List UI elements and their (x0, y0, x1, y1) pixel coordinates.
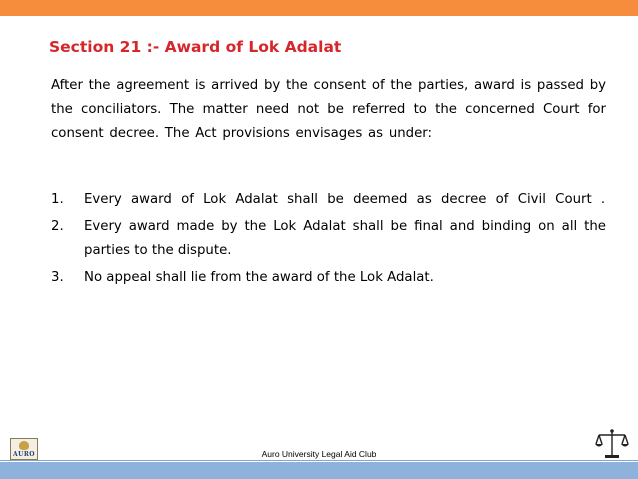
list-item-text: No appeal shall lie from the award of the Lok Adalat. (84, 270, 434, 285)
top-accent-bar (0, 0, 638, 16)
list-item (51, 188, 606, 212)
footer-bar (0, 462, 638, 479)
list-item-text: Every award of Lok Adalat shall be deemed as decree of Civil Court . (84, 192, 606, 207)
list-item-text: Every award made by the Lok Adalat shall be final and binding on all the parties to the dispute. (84, 219, 606, 258)
scales-of-justice-icon (594, 428, 630, 460)
provisions-list (51, 188, 606, 293)
footer-text: Auro University Legal Aid Club (261, 449, 377, 459)
logo-text: AURO (12, 451, 36, 458)
list-item-number: 2. (51, 219, 64, 234)
list-item (51, 266, 606, 290)
list-item (51, 215, 606, 263)
slide-title: Section 21 :- Award of Lok Adalat (49, 38, 342, 56)
list-item-number: 1. (51, 192, 64, 207)
list-item-number: 3. (51, 270, 64, 285)
footer-divider (0, 460, 638, 461)
intro-paragraph: After the agreement is arrived by the consent of the parties, award is passed by the conciliators. The matter need not be referred to the concerned Court for consent decree. The Act provisions envisages as under: (51, 78, 607, 141)
